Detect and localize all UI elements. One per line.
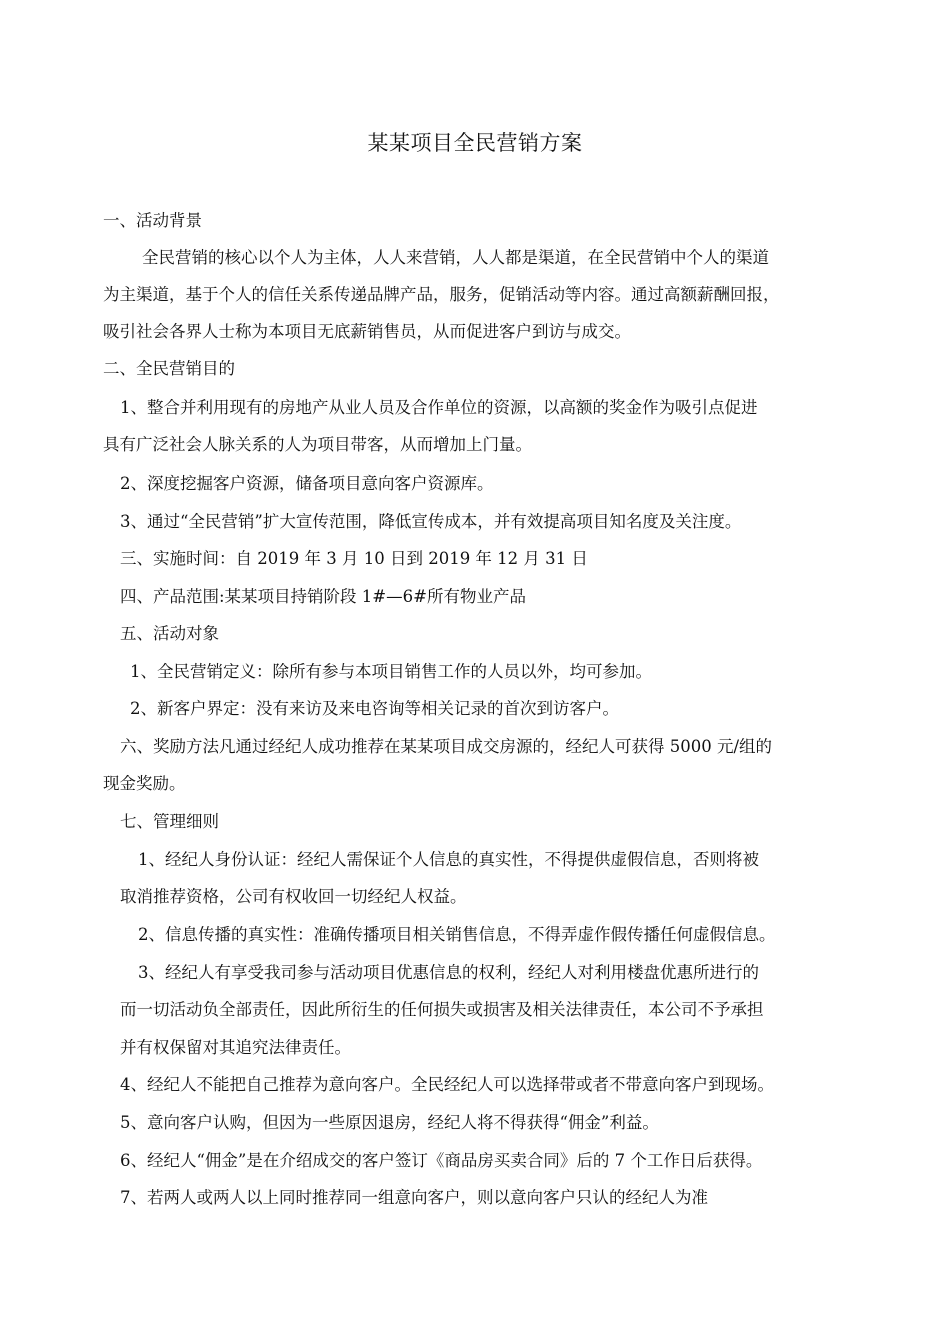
section-heading: 五、活动对象 (120, 624, 219, 643)
section-heading: 六、奖励方法凡通过经纪人成功推荐在某某项目成交房源的，经纪人可获得 5000 元/组的 (120, 737, 773, 756)
paragraph-line: 而一切活动负全部责任，因此所衍生的任何损失或损害及相关法律责任，本公司不予承担 (120, 1000, 764, 1019)
section-heading: 七、管理细则 (120, 812, 219, 831)
section-heading: 二、全民营销目的 (103, 359, 235, 378)
paragraph-line: 全民营销的核心以个人为主体，人人来营销，人人都是渠道，在全民营销中个人的渠道 (142, 248, 769, 267)
paragraph-line: 为主渠道，基于个人的信任关系传递品牌产品，服务，促销活动等内容。通过高额薪酬回报， (103, 285, 780, 304)
paragraph-line: 2、新客户界定：没有来访及来电咨询等相关记录的首次到访客户。 (130, 699, 619, 718)
paragraph-line: 3、经纪人有享受我司参与活动项目优惠信息的权利，经纪人对利用楼盘优惠所进行的 (138, 963, 759, 982)
paragraph-line: 吸引社会各界人士称为本项目无底薪销售员，从而促进客户到访与成交。 (103, 322, 631, 341)
paragraph-line: 1、经纪人身份认证：经纪人需保证个人信息的真实性，不得提供虚假信息，否则将被 (138, 850, 759, 869)
paragraph-line: 具有广泛社会人脉关系的人为项目带客，从而增加上门量。 (103, 435, 532, 454)
paragraph-line: 4、经纪人不能把自己推荐为意向客户。全民经纪人可以选择带或者不带意向客户到现场。 (120, 1075, 774, 1094)
paragraph-line: 6、经纪人“佣金”是在介绍成交的客户签订《商品房买卖合同》后的 7 个工作日后获得。 (120, 1151, 763, 1170)
section-heading: 四、产品范围:某某项目持销阶段 1#—6#所有物业产品 (120, 587, 526, 606)
paragraph-line: 1、整合并利用现有的房地产从业人员及合作单位的资源，以高额的奖金作为吸引点促进 (120, 398, 758, 417)
paragraph-line: 2、深度挖掘客户资源，储备项目意向客户资源库。 (120, 474, 494, 493)
paragraph-line: 1、全民营销定义：除所有参与本项目销售工作的人员以外，均可参加。 (130, 662, 652, 681)
paragraph-line: 7、若两人或两人以上同时推荐同一组意向客户，则以意向客户只认的经纪人为准 (120, 1188, 708, 1207)
section-heading: 一、活动背景 (103, 211, 202, 230)
paragraph-line: 5、意向客户认购，但因为一些原因退房，经纪人将不得获得“佣金”利益。 (120, 1113, 659, 1132)
paragraph-line: 并有权保留对其追究法律责任。 (120, 1038, 351, 1057)
paragraph-line: 现金奖励。 (103, 774, 186, 793)
section-heading: 三、实施时间：自 2019 年 3 月 10 日到 2019 年 12 月 31 日 (120, 549, 588, 568)
document-title: 某某项目全民营销方案 (367, 131, 583, 155)
paragraph-line: 取消推荐资格，公司有权收回一切经纪人权益。 (120, 887, 467, 906)
paragraph-line: 2、信息传播的真实性：准确传播项目相关销售信息，不得弄虚作假传播任何虚假信息。 (138, 925, 776, 944)
paragraph-line: 3、通过“全民营销”扩大宣传范围，降低宣传成本，并有效提高项目知名度及关注度。 (120, 512, 742, 531)
